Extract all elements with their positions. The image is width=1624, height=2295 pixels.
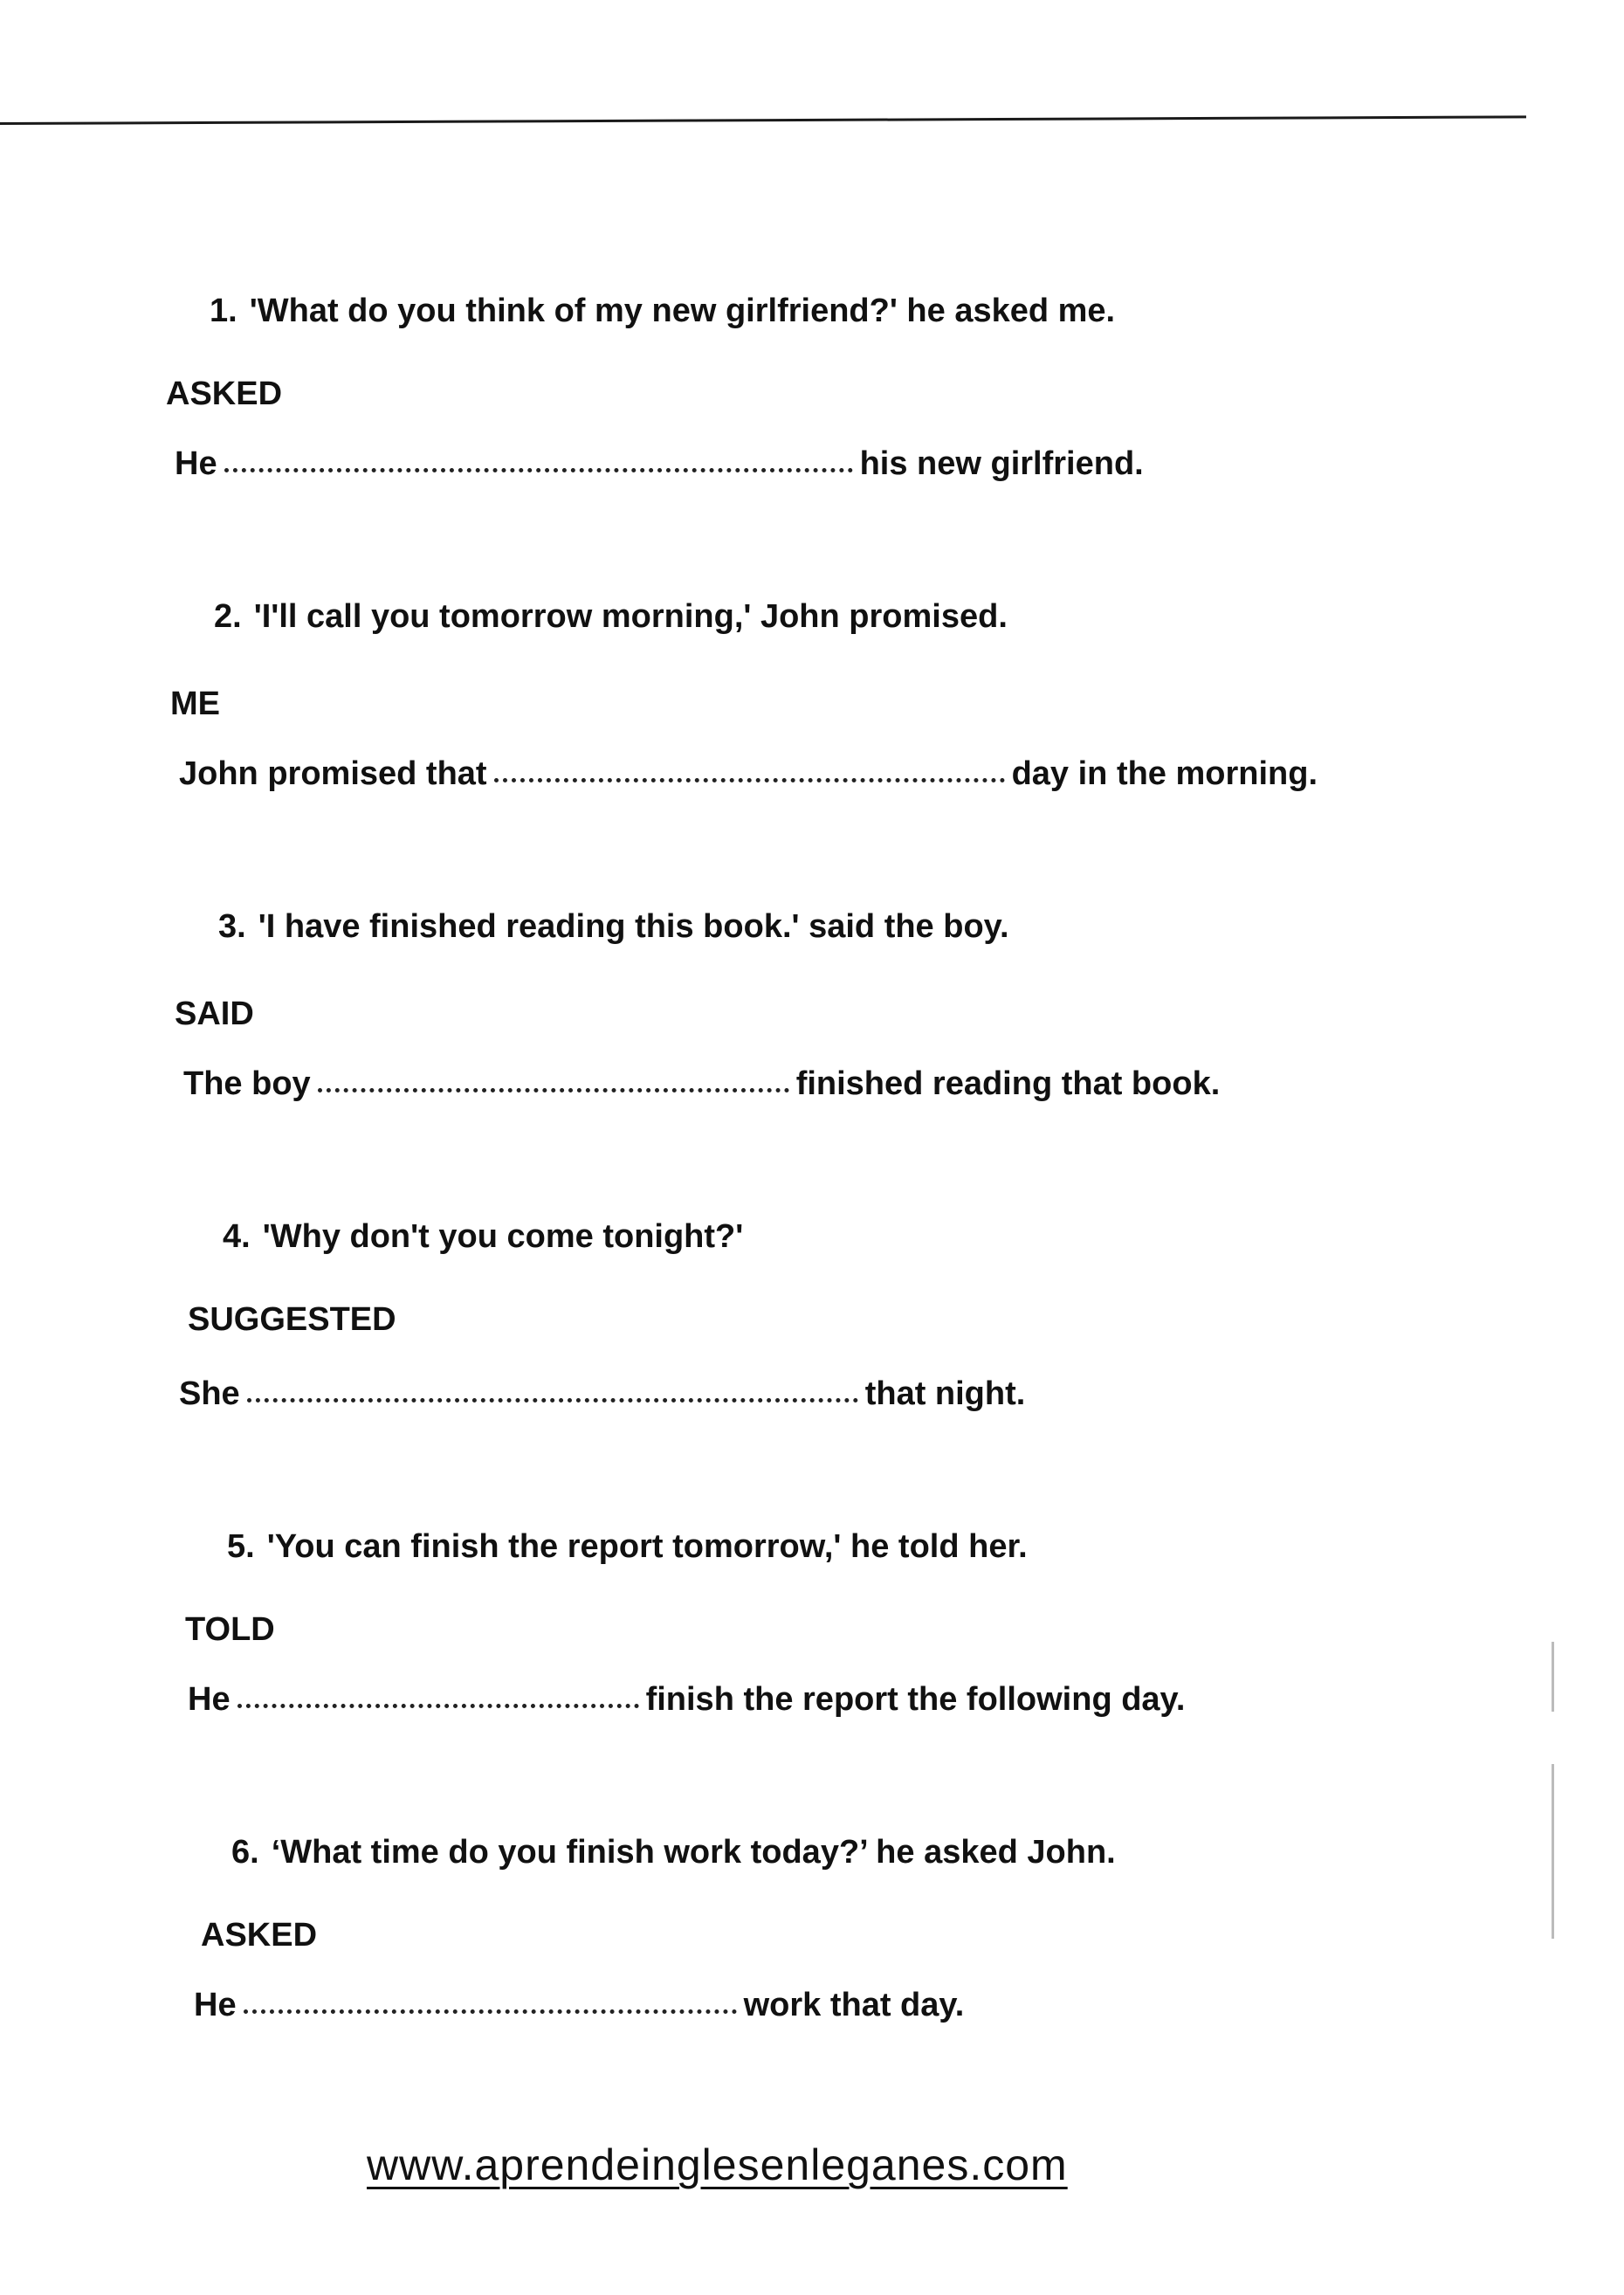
- answer-blank[interactable]: [494, 778, 1005, 782]
- answer-line: [175, 445, 1144, 483]
- answer-end: finished reading that book.: [795, 1065, 1221, 1102]
- question-text: 'Why don't you come tonight?': [262, 1218, 744, 1255]
- exercise-number: 2.: [214, 598, 242, 635]
- answer-line: [188, 1681, 1185, 1719]
- question-text: 'I have finished reading this book.' said the boy.: [258, 908, 1009, 945]
- answer-start: The boy: [183, 1065, 311, 1102]
- answer-blank[interactable]: [224, 468, 853, 472]
- answer-end: finish the report the following day.: [645, 1681, 1186, 1718]
- answer-line: [183, 1065, 1220, 1103]
- question-text: 'You can finish the report tomorrow,' he told her.: [266, 1528, 1028, 1565]
- keyword: ASKED: [201, 1917, 318, 1954]
- keyword: ME: [170, 686, 220, 722]
- answer-blank[interactable]: [244, 2009, 737, 2014]
- exercise-question: [210, 293, 1115, 330]
- website-link[interactable]: www.aprendeinglesenleganes.com: [367, 2140, 1068, 2189]
- answer-start: John promised that: [179, 755, 487, 792]
- answer-blank[interactable]: [247, 1398, 858, 1402]
- answer-start: He: [188, 1681, 231, 1718]
- exercise-number: 3.: [218, 908, 246, 945]
- answer-line: [179, 1375, 1025, 1413]
- question-text: 'I'll call you tomorrow morning,' John promised.: [253, 598, 1008, 635]
- answer-line: [179, 755, 1318, 793]
- answer-blank[interactable]: [237, 1704, 639, 1708]
- exercise-question: [223, 1218, 743, 1256]
- exercise-question: [218, 908, 1009, 946]
- keyword: SUGGESTED: [188, 1301, 396, 1338]
- exercise-number: 5.: [227, 1528, 255, 1565]
- exercise-number: 4.: [223, 1218, 251, 1255]
- exercise-question: [231, 1834, 1116, 1871]
- answer-end: that night.: [864, 1375, 1026, 1412]
- question-text: 'What do you think of my new girlfriend?' he asked me.: [249, 293, 1116, 329]
- keyword: TOLD: [185, 1611, 275, 1648]
- keyword: ASKED: [166, 376, 283, 412]
- question-text: ‘What time do you finish work today?’ he asked John.: [271, 1834, 1116, 1871]
- answer-end: work that day.: [743, 1987, 965, 2023]
- scan-mark: [1552, 1642, 1554, 1712]
- answer-blank[interactable]: [318, 1088, 789, 1092]
- answer-line: [194, 1987, 964, 2024]
- scan-mark: [1552, 1764, 1554, 1939]
- exercise-number: 6.: [231, 1834, 259, 1871]
- answer-start: He: [194, 1987, 237, 2023]
- answer-start: She: [179, 1375, 240, 1412]
- exercise-number: 1.: [210, 293, 237, 329]
- answer-end: day in the morning.: [1011, 755, 1318, 792]
- answer-start: He: [175, 445, 217, 482]
- exercise-question: [214, 598, 1008, 636]
- answer-end: his new girlfriend.: [859, 445, 1144, 482]
- keyword: SAID: [175, 996, 254, 1032]
- exercise-question: [227, 1528, 1028, 1566]
